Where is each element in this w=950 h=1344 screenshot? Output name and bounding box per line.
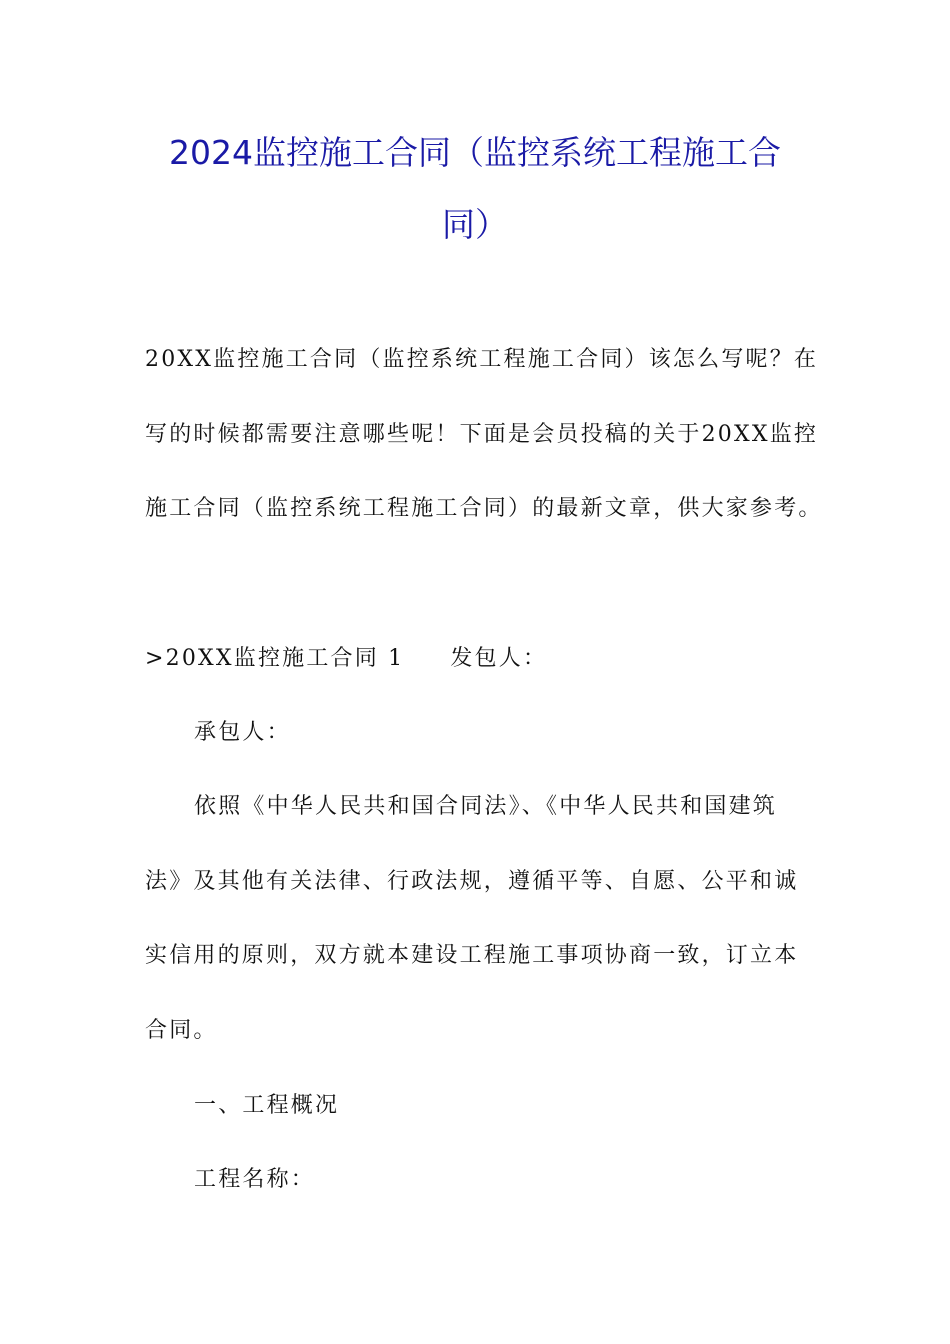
party-a-label: 发包人： [450,646,548,671]
contract-heading-row [145,644,810,674]
party-b-label: 承包人： [194,720,291,745]
document-title-line-2: 同） [442,205,508,244]
basis-line-2: 法》及其他有关法律、行政法规，遵循平等、自愿、公平和诚 [145,869,799,894]
document-title-line-1: 2024监控施工合同（监控系统工程施工合 [169,133,781,172]
basis-line-1: 依照《中华人民共和国合同法》、《中华人民共和国建筑 [194,794,778,819]
basis-line-3: 实信用的原则，双方就本建设工程施工事项协商一致，订立本 [145,943,799,968]
project-name-label: 工程名称： [194,1167,316,1192]
intro-line-1: 20XX监控施工合同（监控系统工程施工合同）该怎么写呢？在 [145,347,819,372]
intro-line-3: 施工合同（监控系统工程施工合同）的最新文章，供大家参考。 [145,496,823,521]
basis-line-4: 合同。 [145,1018,218,1043]
section-heading: 一、工程概况 [194,1093,340,1118]
intro-line-2: 写的时候都需要注意哪些呢！下面是会员投稿的关于20XX监控 [145,422,819,447]
contract-heading: >20XX监控施工合同 1 [145,646,405,671]
